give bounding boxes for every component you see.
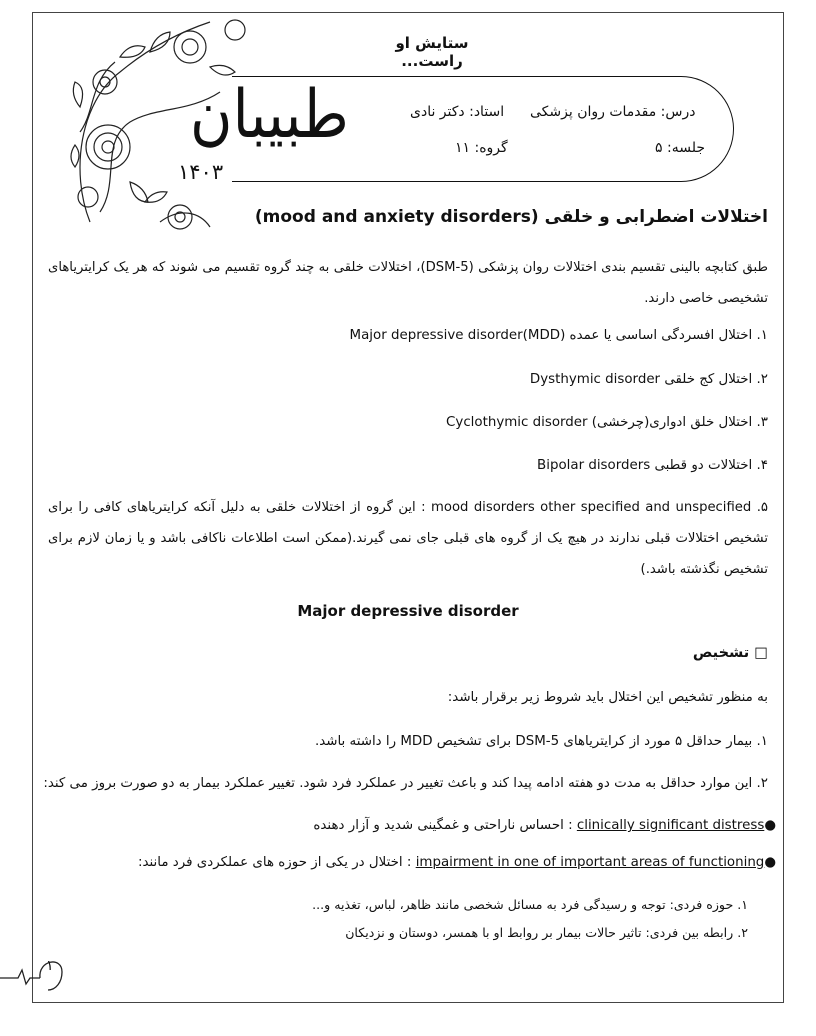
bullet-term: impairment in one of important areas of functioning — [415, 855, 765, 870]
list-item-4: ۴. اختلالات دو قطبی Bipolar disorders — [537, 458, 768, 473]
page-number: ۱ — [46, 958, 54, 974]
bullet-icon: ● — [764, 855, 776, 870]
teacher-label: استاد: دکتر نادی — [410, 104, 505, 120]
brand-logo-text: طبیبان — [190, 74, 349, 154]
year-label: ۱۴۰۳ — [178, 160, 224, 184]
bullet-item-2 — [138, 855, 776, 870]
list-item-5: ۵. mood disorders other specified and unspecified : این گروه از اختلالات خلقی به دلیل آنکه کرایتریاهای کافی را برای تشخیص اختلالات قبلی ندارند در هیچ یک از گروه های قبلی جای نمی گیرند.(ممکن است اطلاعات ناکافی باشد و یا زمان لازم برای تشخیص نگذشته باشد.) — [48, 500, 768, 577]
list-item-2: ۲. اختلال کج خلقی Dysthymic disorder — [529, 372, 768, 387]
bullet-desc: : احساس ناراحتی و غمگینی شدید و آزار دهنده — [313, 818, 573, 833]
course-label: درس: مقدمات روان پزشکی — [530, 104, 696, 120]
section-title: Major depressive disorder — [297, 602, 519, 620]
list-item-1: ۱. اختلال افسردگی اساسی یا عمده (Major depressive disorder(MDD — [349, 328, 768, 343]
praise-line: ستایش او راست... — [395, 34, 469, 70]
criterion-1: ۱. بیمار حداقل ۵ مورد از کرایتریاهای DSM-5 برای تشخیص MDD را داشته باشد. — [314, 734, 768, 749]
bullet-icon: ● — [764, 818, 776, 833]
diagnosis-heading: □ تشخیص — [692, 645, 768, 661]
bullet-item-1 — [313, 818, 776, 833]
bullet-term: clinically significant distress — [576, 818, 765, 833]
intro-paragraph: طبق کتابچه بالینی تقسیم بندی اختلالات روان پزشکی (DSM-5)، اختلالات خلقی به چند گروه تقسیم می شوند که هر یک کرایتریاهای تشخیصی خاصی دارند. — [48, 260, 768, 306]
bullet-desc: : اختلال در یکی از حوزه های عملکردی فرد مانند: — [137, 855, 412, 870]
group-label: گروه: ۱۱ — [455, 140, 508, 156]
session-label: جلسه: ۵ — [655, 140, 705, 156]
list-item-3: ۳. اختلال خلق ادواری(چرخشی) Cyclothymic disorder — [446, 415, 768, 430]
sub-item-1: ۱. حوزه فردی: توجه و رسیدگی فرد به مسائل شخصی مانند ظاهر، لباس، تغذیه و... — [312, 897, 748, 912]
sub-item-2: ۲. رابطه بین فردی: تاثیر حالات بیمار بر روابط او با همسر، دوستان و نزدیکان — [345, 925, 748, 940]
heartbeat-line-icon — [0, 950, 80, 1000]
criterion-2: ۲. این موارد حداقل به مدت دو هفته ادامه پیدا کند و باعث تغییر در عملکرد فرد شود. تغییر عملکرد بیمار به دو صورت بروز می کند: — [43, 776, 768, 791]
page-title: اختلالات اضطرابی و خلقی (mood and anxiety disorders) — [254, 207, 768, 227]
diagnosis-intro: به منظور تشخیص این اختلال باید شروط زیر برقرار باشد: — [447, 690, 768, 705]
